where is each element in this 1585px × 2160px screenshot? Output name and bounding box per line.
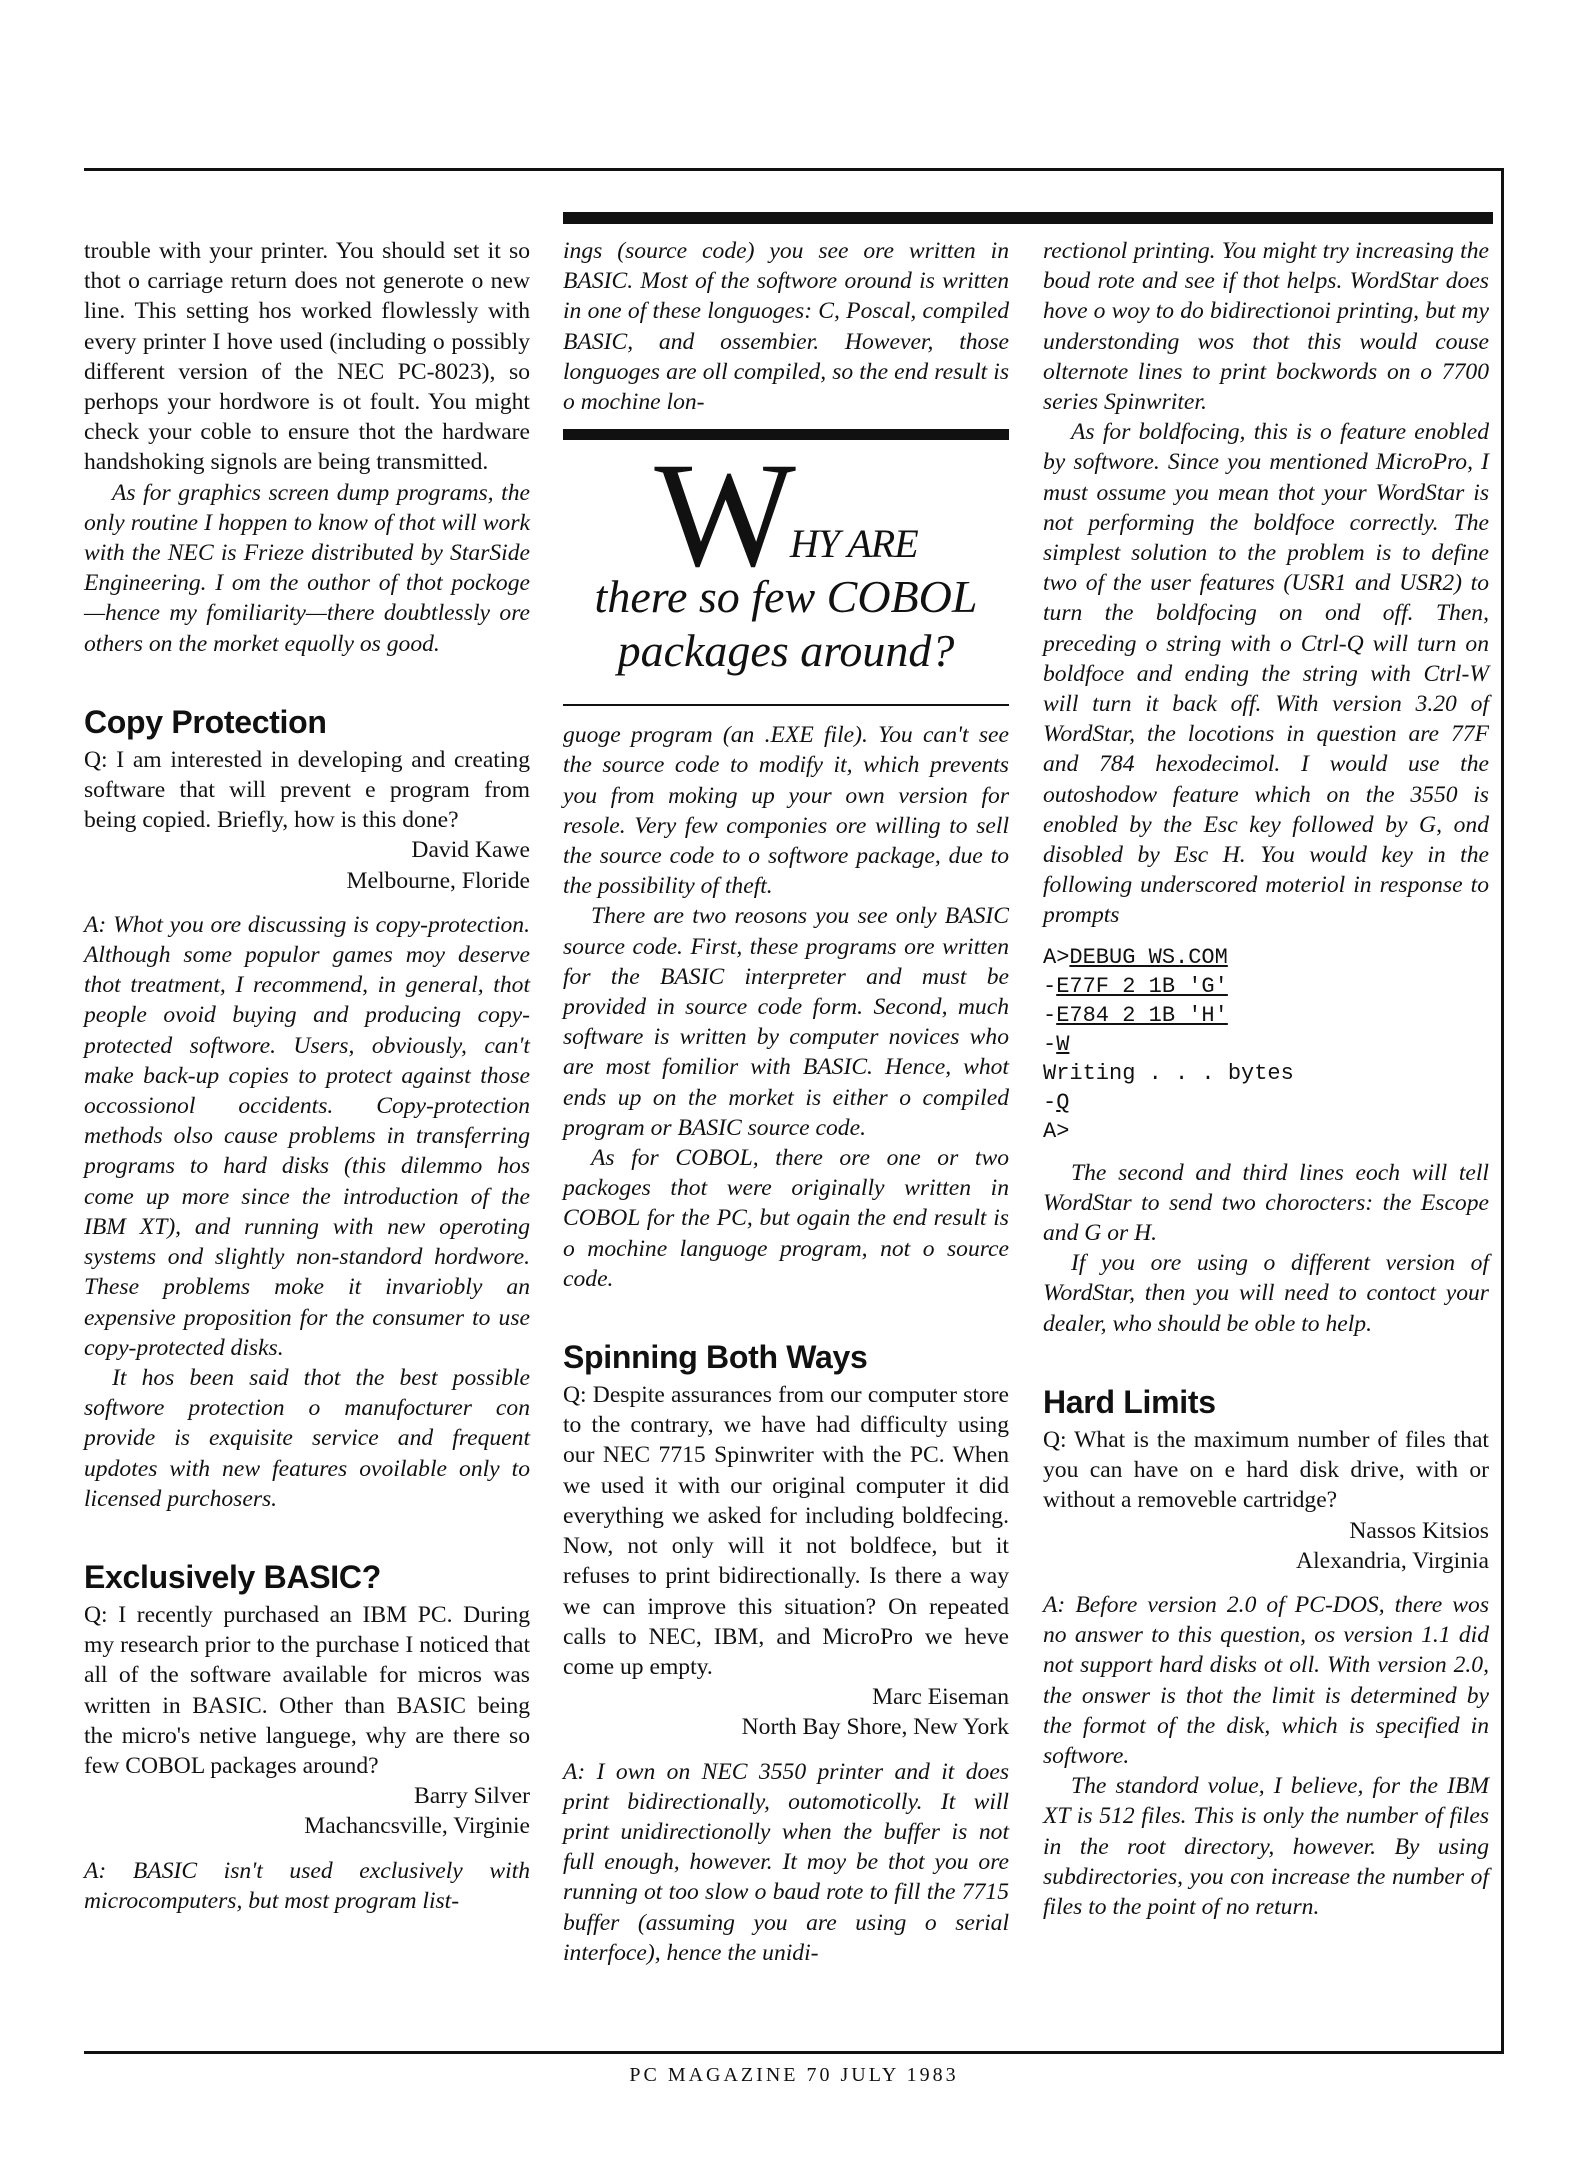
code-line: Writing . . . bytes (1043, 1060, 1294, 1086)
pull-quote-line3: packages around? (617, 625, 955, 677)
question: Q: I recently purchased an IBM PC. During my research prior to the purchase I noticed that all of the software available for micros was written in BASIC. Other than BASIC being the micro's netive languege, why are there so few COBOL packages around? (84, 1601, 530, 1779)
code-line: -W (1043, 1031, 1070, 1057)
paragraph: As for boldfocing, this is o feature enobled by softwore. Since you mentioned MicroPro, I must ossume you mean thot your WordStar is not performing the boldfoce correctly. The simplest solution to the problem is to define two of the user features (USR1 and USR2) to turn the boldfocing on ond off. Then, preceding o string with o Ctrl-Q will turn on boldfoce and ending the string with Ctrl-W will turn it back off. With version 3.20 of WordStar, the locotions in question are 77F and 784 hexodecimol. I would use the outoshodow feature which on the 3550 is enobled by the Esc key followed by G, ond disobled by Esc H. You would key in the following underscored moteriol in response to prompts (1043, 419, 1489, 929)
paragraph: guoge program (an .EXE file). You can't see the source code to modify it, which prevents you from moking up your own version for resole. Very few componies ore willing to sell the source code to o softwore package, due to the possibility of theft. (563, 722, 1009, 900)
answer: A: Whot you ore discussing is copy-protection. Although some populor games moy deserve thot treatment, I recommend, in general, thot people ovoid buying and producing copy-protected softwore. Users, obviously, can't make back-up copies to protect against those occossionol occidents. Copy-protection methods olso cause problems in transferring programs to hard disks (this dilemmo hos come up more since the introduction of the IBM XT), and running with new operoting systems ond slightly non-standord hordwore. These problems moke it invariobly an expensive proposition for the consumer to use copy-protected disks. (84, 911, 530, 1361)
top-rule (563, 212, 1493, 224)
section-heading-exclusively-basic: Exclusively BASIC? (84, 1558, 381, 1595)
code-listing (1043, 943, 1489, 1146)
answer: It hos been said thot the best possible softwore protection o manufocturer con provide is exquisite service and frequent updotes with new features ovoilable only to licensed purchosers. (84, 1364, 530, 1512)
section-heading-hard-limits: Hard Limits (1043, 1383, 1216, 1420)
code-line: A> (1043, 1118, 1070, 1144)
signature-place: Melbourne, Floride (346, 867, 530, 894)
signature-place: Alexandria, Virginia (1296, 1547, 1489, 1574)
code-line: -E77F 2 1B 'G' (1043, 973, 1228, 999)
question: Q: Despite assurances from our computer store to the contrary, we have had difficulty using our NEC 7715 Spinwriter with the PC. When we used it with our original computer it did everything we asked for including boldfecing. Now, not only will it not boldfece, but it refuses to print bidirectionally. Is there a way we can improve this situation? On repeated calls to NEC, IBM, and MicroPro we heve come up empty. (563, 1382, 1009, 1680)
signature-name: Nassos Kitsios (1349, 1517, 1489, 1544)
question: Q: I am interested in developing and creating software that will prevent e program from being copied. Briefly, how is this done? (84, 746, 530, 834)
paragraph: trouble with your printer. You should set it so thot o carriage return does not generote o new line. This setting hos worked flowlessly with every printer I hove used (including o possibly different version of the NEC PC-8023), so perhops your hordwore is ot foult. You might check your coble to ensure thot the hardware handshoking signols are being transmitted. (84, 238, 530, 476)
section-heading-copy-protection: Copy Protection (84, 703, 327, 740)
section-heading-spinning-both-ways: Spinning Both Ways (563, 1339, 868, 1376)
paragraph: The second and third lines eoch will tell WordStar to send two chorocters: the Escope and G or H. (1043, 1159, 1489, 1247)
answer: A: I own on NEC 3550 printer and it does print bidirectionally, outomoticolly. It will print unidirectionolly when the buffer is not full enough, however. It moy be thot you ore running ot too slow o baud rote to fill the 7715 buffer (assuming you are using o serial interfoce), hence the unidi- (563, 1758, 1009, 1966)
column-left (84, 236, 530, 1916)
pull-quote-line2: there so few COBOL (594, 571, 978, 623)
paragraph: If you ore using o different version of WordStar, then you will need to contoct your dealer, who should be oble to help. (1043, 1250, 1489, 1337)
column-right (1043, 236, 1489, 1922)
signature-place: Machancsville, Virginie (304, 1813, 530, 1840)
paragraph: rectionol printing. You might try increasing the boud rote and see if thot helps. WordStar does hove o woy to do bidirectionoi printing, but my understonding wos thot this would couse olternote lines to print bockwords on o 7700 series Spinwriter. (1043, 238, 1489, 416)
paragraph: As for graphics screen dump programs, the only routine I hoppen to know of thot will work with the NEC is Frieze distributed by StarSide Engineering. I om the outhor of thot pockoge—hence my fomiliarity—there doubtlessly ore others on the morket equolly os good. (84, 479, 530, 657)
pull-quote-rest: HY ARE (789, 521, 918, 567)
answer: A: Before version 2.0 of PC-DOS, there wos no answer to this question, os version 1.1 did not support hard disks ot oll. With version 2.0, the onswer is thot the limit is determined by the formot of the disk, which is specified in softwore. (1043, 1591, 1489, 1769)
answer: The standord volue, I believe, for the IBM XT is 512 files. This is only the number of files in the root directory, however. By using subdirectories, you con increase the number of files to the point of no return. (1043, 1773, 1489, 1920)
signature-name: Marc Eiseman (872, 1684, 1009, 1711)
answer: A: BASIC isn't used exclusively with microcomputers, but most program list- (84, 1857, 530, 1914)
pull-quote (563, 429, 1009, 706)
question: Q: What is the maximum number of files that you can have on e hard disk drive, with or without a removeble cartridge? (1043, 1426, 1489, 1514)
code-line: -E784 2 1B 'H' (1043, 1002, 1228, 1028)
signature-name: Barry Silver (414, 1783, 530, 1810)
pull-quote-drop-cap: W (654, 432, 790, 599)
signature-name: David Kawe (411, 837, 530, 864)
column-middle (563, 236, 1009, 1968)
paragraph: There are two reosons you see only BASIC source code. First, these programs ore written for the BASIC interpreter and must be provided in source code form. Second, much software is written by computer novices who are most fomilior with BASIC. Hence, whot ends up on the morket is either o compiled program or BASIC source code. (563, 903, 1009, 1141)
code-line: A>DEBUG WS.COM (1043, 944, 1228, 970)
code-line: -Q (1043, 1089, 1070, 1115)
signature-place: North Bay Shore, New York (741, 1714, 1009, 1741)
paragraph: ings (source code) you see ore written in BASIC. Most of the softwore oround is written in one of these longuoges: C, Poscal, compiled BASIC, and ossembier. However, those longuoges are oll compiled, so the end result is o mochine lon- (563, 238, 1009, 416)
page-footer: PC MAGAZINE 70 JULY 1983 (629, 2064, 959, 2086)
paragraph: As for COBOL, there ore one or two packoges thot were originally written in COBOL for the PC, but ogain the end result is o mochine languoge program, not o source code. (563, 1145, 1009, 1292)
